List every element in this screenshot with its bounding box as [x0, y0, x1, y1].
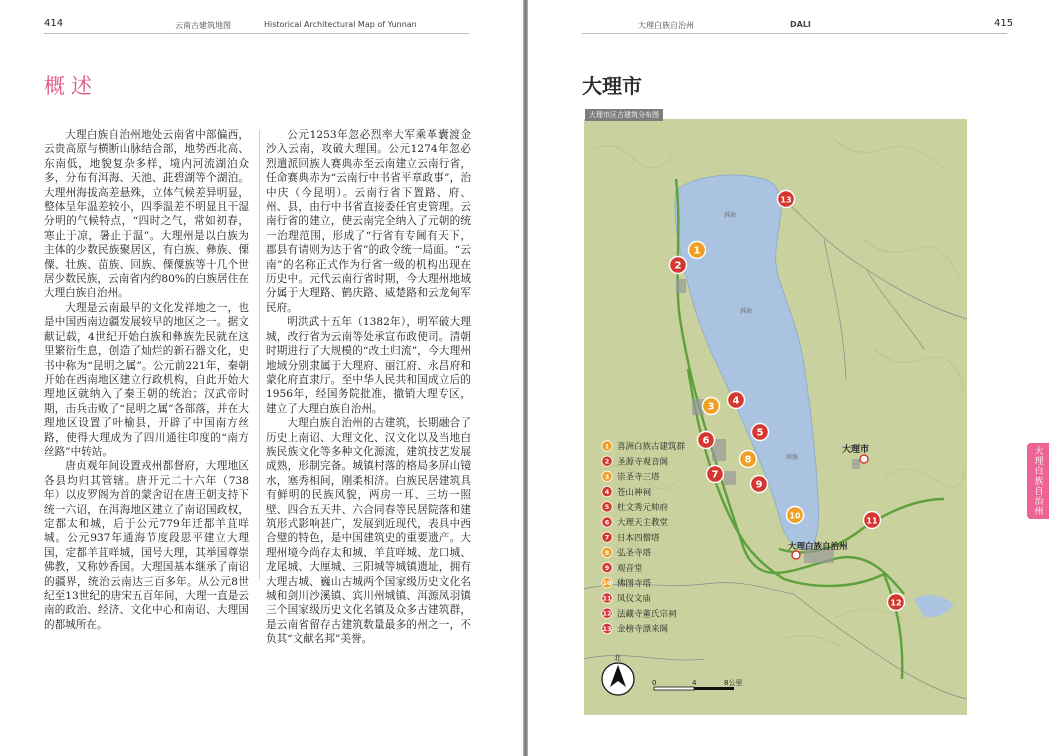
paragraph: 公元1253年忽必烈率大军乘革囊渡金沙入云南，攻破大理国。公元1274年忽必烈遣派回族人赛典赤至云南建立云南行省，任命赛典赤为“云南行中书省平章政事”，治中庆（今昆明）。云南行省下置路、府、州、县，由行中书省直接委任官吏管理。云南行省的建立，使云南完全纳入了元朝的统一治理范围，形成了“行省有专阃有天下，郡县有请则为达于省”的政令统一局面。“云南”的名称正式作为行省一级的机构出现在历史中。元代云南行省时期，今大理州地域分属于大理路、鹤庆路、威楚路和云龙甸军民府。	[266, 129, 471, 314]
site-marker-number: 10	[789, 511, 801, 521]
legend-item-label: 圣源寺观音阁	[617, 457, 669, 468]
legend-number: 4	[604, 488, 610, 496]
text-column-2	[266, 128, 471, 647]
right-header-rule	[582, 33, 1007, 34]
city-title: 大理市	[582, 74, 642, 98]
scale-tick: 4	[692, 679, 697, 687]
right-header-en: DALI	[790, 20, 811, 29]
paragraph: 大理白族自治州地处云南省中部偏西，云贵高原与横断山脉结合部，地势西北高、东南低，地貌复杂多样，境内河流湖泊众多，分布有洱海、天池、茈碧湖等个湖泊。大理州海拔高差悬殊，立体气候差异明显，整体呈年温差较小，四季温差不明显且干湿分明的气候特点，“四时之气，常如初春，寒止于凉，暑止于温”。大理州是以白族为主体的少数民族聚居区，有白族、彝族、傈僳、壮族、苗族、回族、傈僳族等十几个世居少数民族，云南省内约80%的白族居住在大理白族自治州。	[44, 129, 249, 300]
site-marker-number: 3	[707, 401, 715, 413]
site-marker-number: 7	[711, 469, 719, 481]
legend-item-label: 凤仪文庙	[617, 594, 652, 605]
legend-number: 6	[604, 518, 610, 527]
legend-item-label: 法藏寺董氏宗祠	[617, 609, 677, 620]
chapter-side-tab[interactable]: 大理白族自治州	[1027, 443, 1049, 519]
legend-item-label: 观音堂	[617, 563, 643, 574]
legend-item-label: 喜洲白族古建筑群	[617, 442, 686, 453]
legend-number: 7	[604, 533, 610, 542]
compass-label: 北	[614, 654, 621, 662]
paragraph: 大理是云南最早的文化发祥地之一，也是中国西南边疆发展较早的地区之一。据文献记载，4世纪开始白族和彝族先民就在这里繁衍生息，创造了灿烂的新石器文化，史书中称为“昆明之属”。公元前221年，秦朝开始在西南地区建立行政机构，自此开始大理地区就纳入了秦王朝的统治；汉武帝时期，击兵击败了“昆明之属”各部落，并在大理地区设置了叶榆县，开辟了中国南方丝路，使得大理成为了四川通往印度的“南方丝路”中转站。	[44, 301, 249, 458]
paragraph: 唐贞观年间设置戎州都督府，大理地区各县均归其管辖。唐开元二十六年（738年）以皮罗阁为首的蒙舍诏在唐王朝支持下统一六诏，在洱海地区建立了南诏国政权，定都太和城，后于公元779年迁都羊苴咩城。公元937年通海节度段思平建立大理国，定都羊苴咩城，国号大理，其举国尊崇佛教，又称妙香国。大理国基本继承了南诏的疆界，统治云南达三百多年。从公元8世纪至13世纪的唐宋五百年间，大理一直是云南的政治、经济、文化中心和南诏、大理国的都城所在。	[44, 460, 249, 631]
site-marker-number: 9	[755, 479, 763, 491]
scale-tick: 0	[652, 679, 657, 687]
column-divider	[259, 130, 260, 580]
legend-item-label: 崇圣寺三塔	[617, 472, 660, 483]
site-marker-number: 12	[890, 598, 902, 608]
site-marker-number: 2	[674, 260, 682, 272]
site-marker-number: 5	[756, 427, 764, 439]
prefecture-name-label: 大理白族自治州	[788, 542, 848, 552]
legend-number: 12	[602, 609, 612, 618]
site-marker-number: 6	[702, 435, 710, 447]
lake-name-label: 洱海	[724, 212, 737, 219]
legend-item-label: 佛图寺塔	[617, 579, 652, 589]
site-marker-number: 13	[780, 195, 792, 205]
legend-number: 2	[604, 457, 610, 466]
text-column-1	[44, 128, 249, 632]
left-page	[0, 0, 523, 756]
legend-number: 8	[604, 548, 610, 557]
legend-number: 10	[602, 579, 612, 588]
paragraph: 明洪武十五年（1382年），明军破大理城，改行省为云南等处承宣布政使司。清朝时期进行了大规模的“改土归流”，今大理州地域分别隶属于大理府、丽江府、永昌府和蒙化府直隶厅。至中华人民共和国成立后的1956年，经国务院批准，撤销大理专区，建立了大理白族自治州。	[266, 316, 471, 415]
legend-item-label: 弘圣寺塔	[617, 548, 652, 559]
city-name-label: 大理市	[842, 445, 870, 455]
left-page-number: 414	[44, 18, 64, 29]
scale-tick: 8公里	[724, 679, 743, 687]
legend-number: 5	[604, 503, 610, 512]
lake-name-label: 洱海	[786, 454, 799, 461]
lake-name-label: 洱海	[740, 308, 753, 315]
legend-item-label: 苍山神祠	[617, 487, 652, 498]
right-header-cn: 大理白族自治州	[638, 21, 694, 30]
legend-item-label: 大理天主教堂	[617, 518, 669, 529]
legend-number: 1	[604, 442, 610, 451]
legend-item-label: 日本四僧塔	[617, 533, 660, 544]
legend-number: 13	[602, 624, 612, 633]
legend-item-label: 金榜寺漂来阁	[617, 624, 669, 635]
left-header-cn: 云南古建筑地图	[175, 21, 231, 30]
site-marker-number: 8	[744, 454, 752, 466]
site-marker-number: 11	[866, 516, 878, 526]
legend-number: 9	[604, 564, 610, 572]
city-marker	[860, 455, 868, 463]
map-title-label: 大理市区古建筑分布图	[585, 109, 663, 121]
site-marker-number: 1	[693, 245, 701, 257]
left-header-rule	[44, 33, 469, 34]
prefecture-marker	[792, 551, 800, 559]
legend-number: 3	[604, 472, 610, 481]
right-page	[528, 0, 1049, 756]
section-title: 概述	[44, 74, 98, 98]
paragraph: 大理白族自治州的古建筑，长期融合了历史上南诏、大理文化、汉文化以及当地白族民族文化等多种文化源流，建筑技艺发展成熟，形制完备。城镇村落的格局多屏山镜水，塞秀相间，刚柔相济。白族民居建筑具有鲜明的民族风貌，两房一耳、三坊一照壁、四合五天井、六合同春等民居院落和建筑形式影响甚广，发展到近现代，表具中西合璧的特色，是中国建筑史的重要遗产。大理州境今尚存太和城、羊苴咩城、龙口城、龙尾城、大厘城、三阳城等城镇遗址，拥有大理古城、巍山古城两个国家级历史文化名城和剑川沙溪镇、宾川州城镇、洱源凤羽镇三个国家级历史文化名镇及众多古建筑群，是云南省留存古建筑数量最多的州之一，不负其“文献名邦”美誉。	[266, 417, 471, 646]
right-page-number: 415	[994, 18, 1014, 29]
dali-map	[584, 119, 967, 715]
site-marker-number: 4	[732, 395, 740, 407]
left-header-en: Historical Architectural Map of Yunnan	[264, 20, 417, 29]
legend-number: 11	[602, 594, 612, 603]
legend-item-label: 杜文秀元帅府	[617, 503, 669, 513]
